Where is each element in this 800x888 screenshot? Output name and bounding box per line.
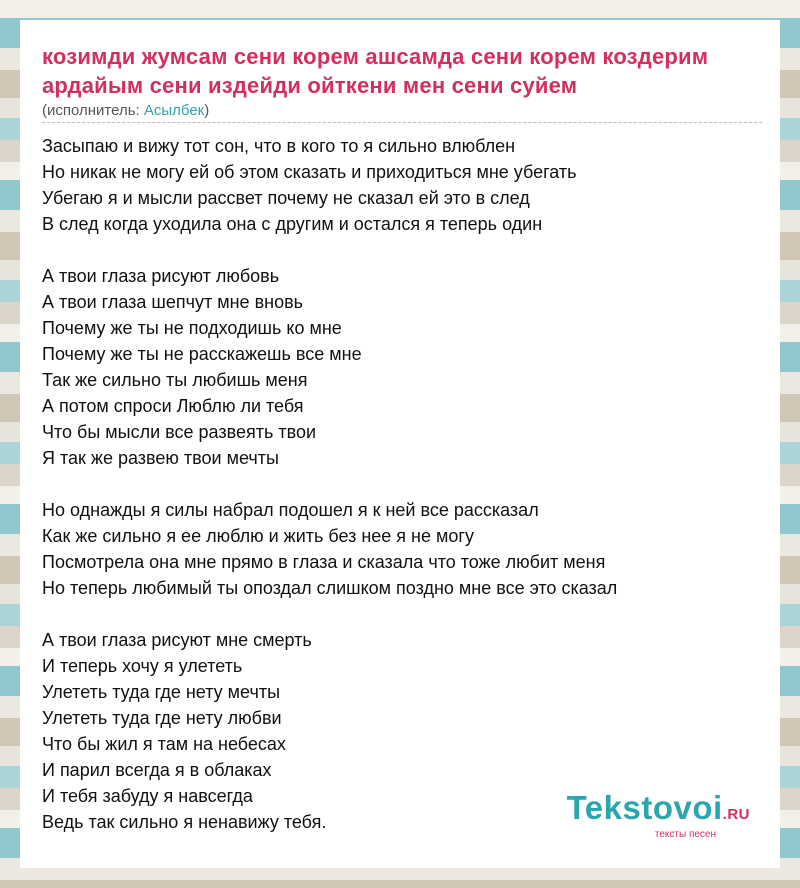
lyric-line: Я так же развею твои мечты xyxy=(42,448,279,468)
lyric-line: Улететь туда где нету мечты xyxy=(42,682,281,702)
artist-link[interactable]: Асылбек xyxy=(143,102,205,119)
lyrics-body xyxy=(42,133,762,835)
lyric-line: А потом спроси Люблю ли тебя xyxy=(42,396,304,416)
lyrics-stanza xyxy=(42,263,762,471)
lyric-line: Что бы жил я там на небесах xyxy=(42,734,286,754)
artist-prefix: (исполнитель: xyxy=(42,102,144,119)
lyric-line: А твои глаза рисуют любовь xyxy=(42,266,280,286)
lyric-line: Но теперь любимый ты опоздал слишком поздно мне все это сказал xyxy=(42,578,618,598)
lyrics-stanza xyxy=(42,497,762,601)
lyric-line: Убегаю я и мысли рассвет почему не сказал ей это в след xyxy=(42,188,530,208)
lyric-line: Как же сильно я ее люблю и жить без нее я не могу xyxy=(42,526,474,546)
artist-line xyxy=(42,102,762,120)
lyric-line: Посмотрела она мне прямо в глаза и сказала что тоже любит меня xyxy=(42,552,606,572)
lyrics-stanza xyxy=(42,133,762,237)
lyric-line: Ведь так сильно я ненавижу тебя. xyxy=(42,812,327,832)
logo-name: Tekstovoi xyxy=(566,789,723,826)
lyric-line: И тебя забуду я навсегда xyxy=(42,786,253,806)
lyric-line: Но однажды я силы набрал подошел я к ней все рассказал xyxy=(42,500,539,520)
lyric-line: Почему же ты не подходишь ко мне xyxy=(42,318,342,338)
lyrics-card xyxy=(20,20,780,868)
artist-suffix: ) xyxy=(204,102,210,119)
lyric-line: И теперь хочу я улететь xyxy=(42,656,243,676)
lyric-line: В след когда уходила она с другим и остался я теперь один xyxy=(42,214,543,234)
lyric-line: И парил всегда я в облаках xyxy=(42,760,272,780)
logo-tld: .RU xyxy=(722,806,750,823)
lyric-line: Засыпаю и вижу тот сон, что в кого то я сильно влюблен xyxy=(42,136,516,156)
logo-tagline: тексты песен xyxy=(654,829,716,840)
lyric-line: А твои глаза шепчут мне вновь xyxy=(42,292,304,312)
lyric-line: Так же сильно ты любишь меня xyxy=(42,370,308,390)
lyric-line: А твои глаза рисуют мне смерть xyxy=(42,630,312,650)
lyric-line: Почему же ты не расскажешь все мне xyxy=(42,344,362,364)
site-logo[interactable] xyxy=(566,789,750,840)
lyric-line: Но никак не могу ей об этом сказать и приходиться мне убегать xyxy=(42,162,577,182)
title-divider xyxy=(42,122,762,123)
song-title-line-1: козимди жумсам сени корем ашсамда сени корем коздерим xyxy=(42,44,709,69)
song-title xyxy=(42,42,762,100)
song-title-line-2: ардайым сени издейди ойткени мен сени суйем xyxy=(42,73,578,98)
lyric-line: Что бы мысли все развеять твои xyxy=(42,422,317,442)
lyric-line: Улететь туда где нету любви xyxy=(42,708,282,728)
